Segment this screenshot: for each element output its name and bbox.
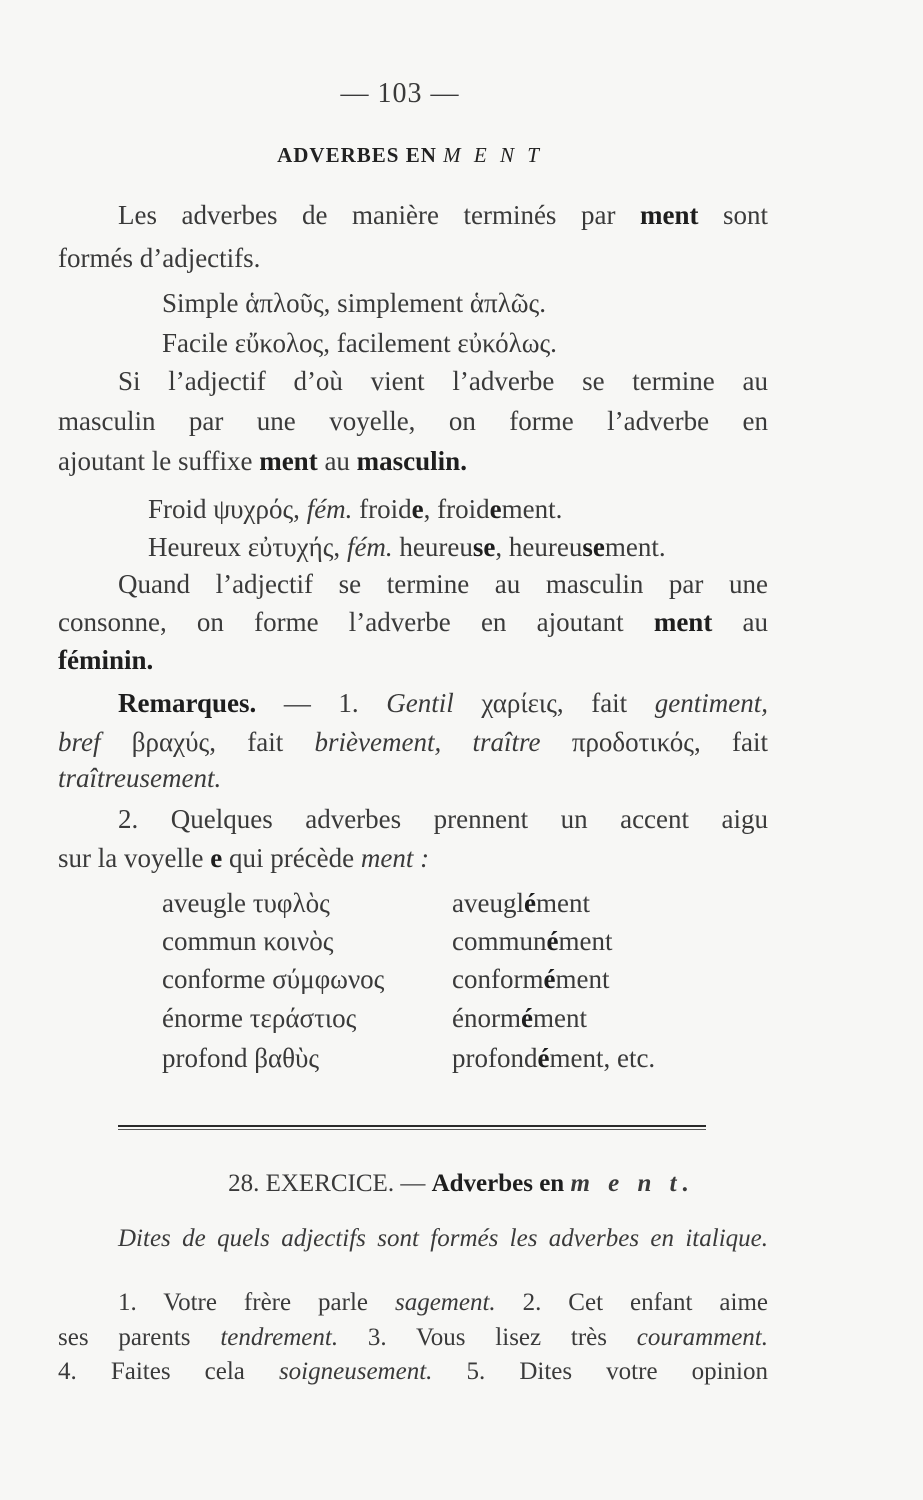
accent-adj-conforme: conforme σύμφωνος: [162, 964, 385, 994]
exercise-line-1: 1. Votre frère parle sagement. 2. Cet enfant aime: [118, 1289, 768, 1316]
exercise-heading: 28. EXERCICE. — Adverbes en m e n t.: [228, 1170, 695, 1197]
exercise-line-2: ses parents tendrement. 3. Vous lisez très couramment.: [58, 1324, 768, 1351]
divider-thin: [118, 1129, 706, 1130]
rule2-line-3: féminin.: [58, 645, 154, 675]
accent-adv-aveugle: aveuglément: [452, 888, 590, 918]
divider-thick: [118, 1125, 706, 1127]
accent-adv-enorme: énormément: [452, 1003, 587, 1033]
intro-line-2: formés d’adjectifs.: [58, 243, 261, 273]
remarques-line-1: Remarques. — 1. Gentil χαρίεις, fait gentiment,: [118, 688, 768, 718]
accent-adj-profond: profond βαθὺς: [162, 1043, 320, 1073]
example-simple: Simple ἁπλοῦς, simplement ἁπλῶς.: [162, 288, 546, 318]
example-heureux: Heureux εὐτυχής, fém. heureuse, heureusement.: [148, 532, 666, 562]
accent-adv-commun: communément: [452, 926, 613, 956]
remarques-line-2: bref βραχύς, fait brièvement, traître προδοτικός, fait: [58, 727, 768, 757]
accent-adj-enorme: énorme τεράστιος: [162, 1003, 357, 1033]
rule2-line-2: consonne, on forme l’adverbe en ajoutant ment au: [58, 607, 769, 637]
remarques-2-line-2: sur la voyelle e qui précède ment :: [58, 843, 430, 873]
intro-line-1: Les adverbes de manière terminés par ment sont: [118, 200, 769, 230]
example-froid: Froid ψυχρός, fém. froide, froidement.: [148, 494, 563, 524]
rule2-line-1: Quand l’adjectif se termine au masculin par une: [118, 569, 768, 599]
rule1-line-2: masculin par une voyelle, on forme l’adverbe en: [58, 406, 768, 436]
section-title-suffix: M E N T: [443, 143, 543, 167]
accent-adj-commun: commun κοινὸς: [162, 926, 334, 956]
section-title: [0, 143, 820, 168]
accent-adv-conforme: conformément: [452, 964, 610, 994]
rule1-line-3: ajoutant le suffixe ment au masculin.: [58, 446, 467, 476]
accent-adj-aveugle: aveugle τυφλὸς: [162, 888, 330, 918]
exercise-line-3: 4. Faites cela soigneusement. 5. Dites votre opinion: [58, 1358, 769, 1385]
page-number: — 103 —: [340, 78, 460, 109]
example-facile: Facile εὔκολος, facilement εὐκόλως.: [162, 328, 557, 358]
remarques-line-3: traîtreusement.: [58, 763, 222, 793]
accent-adv-profond: profondément, etc.: [452, 1043, 656, 1073]
rule1-line-1: Si l’adjectif d’où vient l’adverbe se termine au: [118, 366, 768, 396]
section-title-main: ADVERBES EN: [277, 143, 437, 167]
remarques-2-line-1: 2. Quelques adverbes prennent un accent aigu: [118, 804, 768, 834]
exercise-instruction: Dites de quels adjectifs sont formés les adverbes en italique.: [118, 1225, 768, 1252]
